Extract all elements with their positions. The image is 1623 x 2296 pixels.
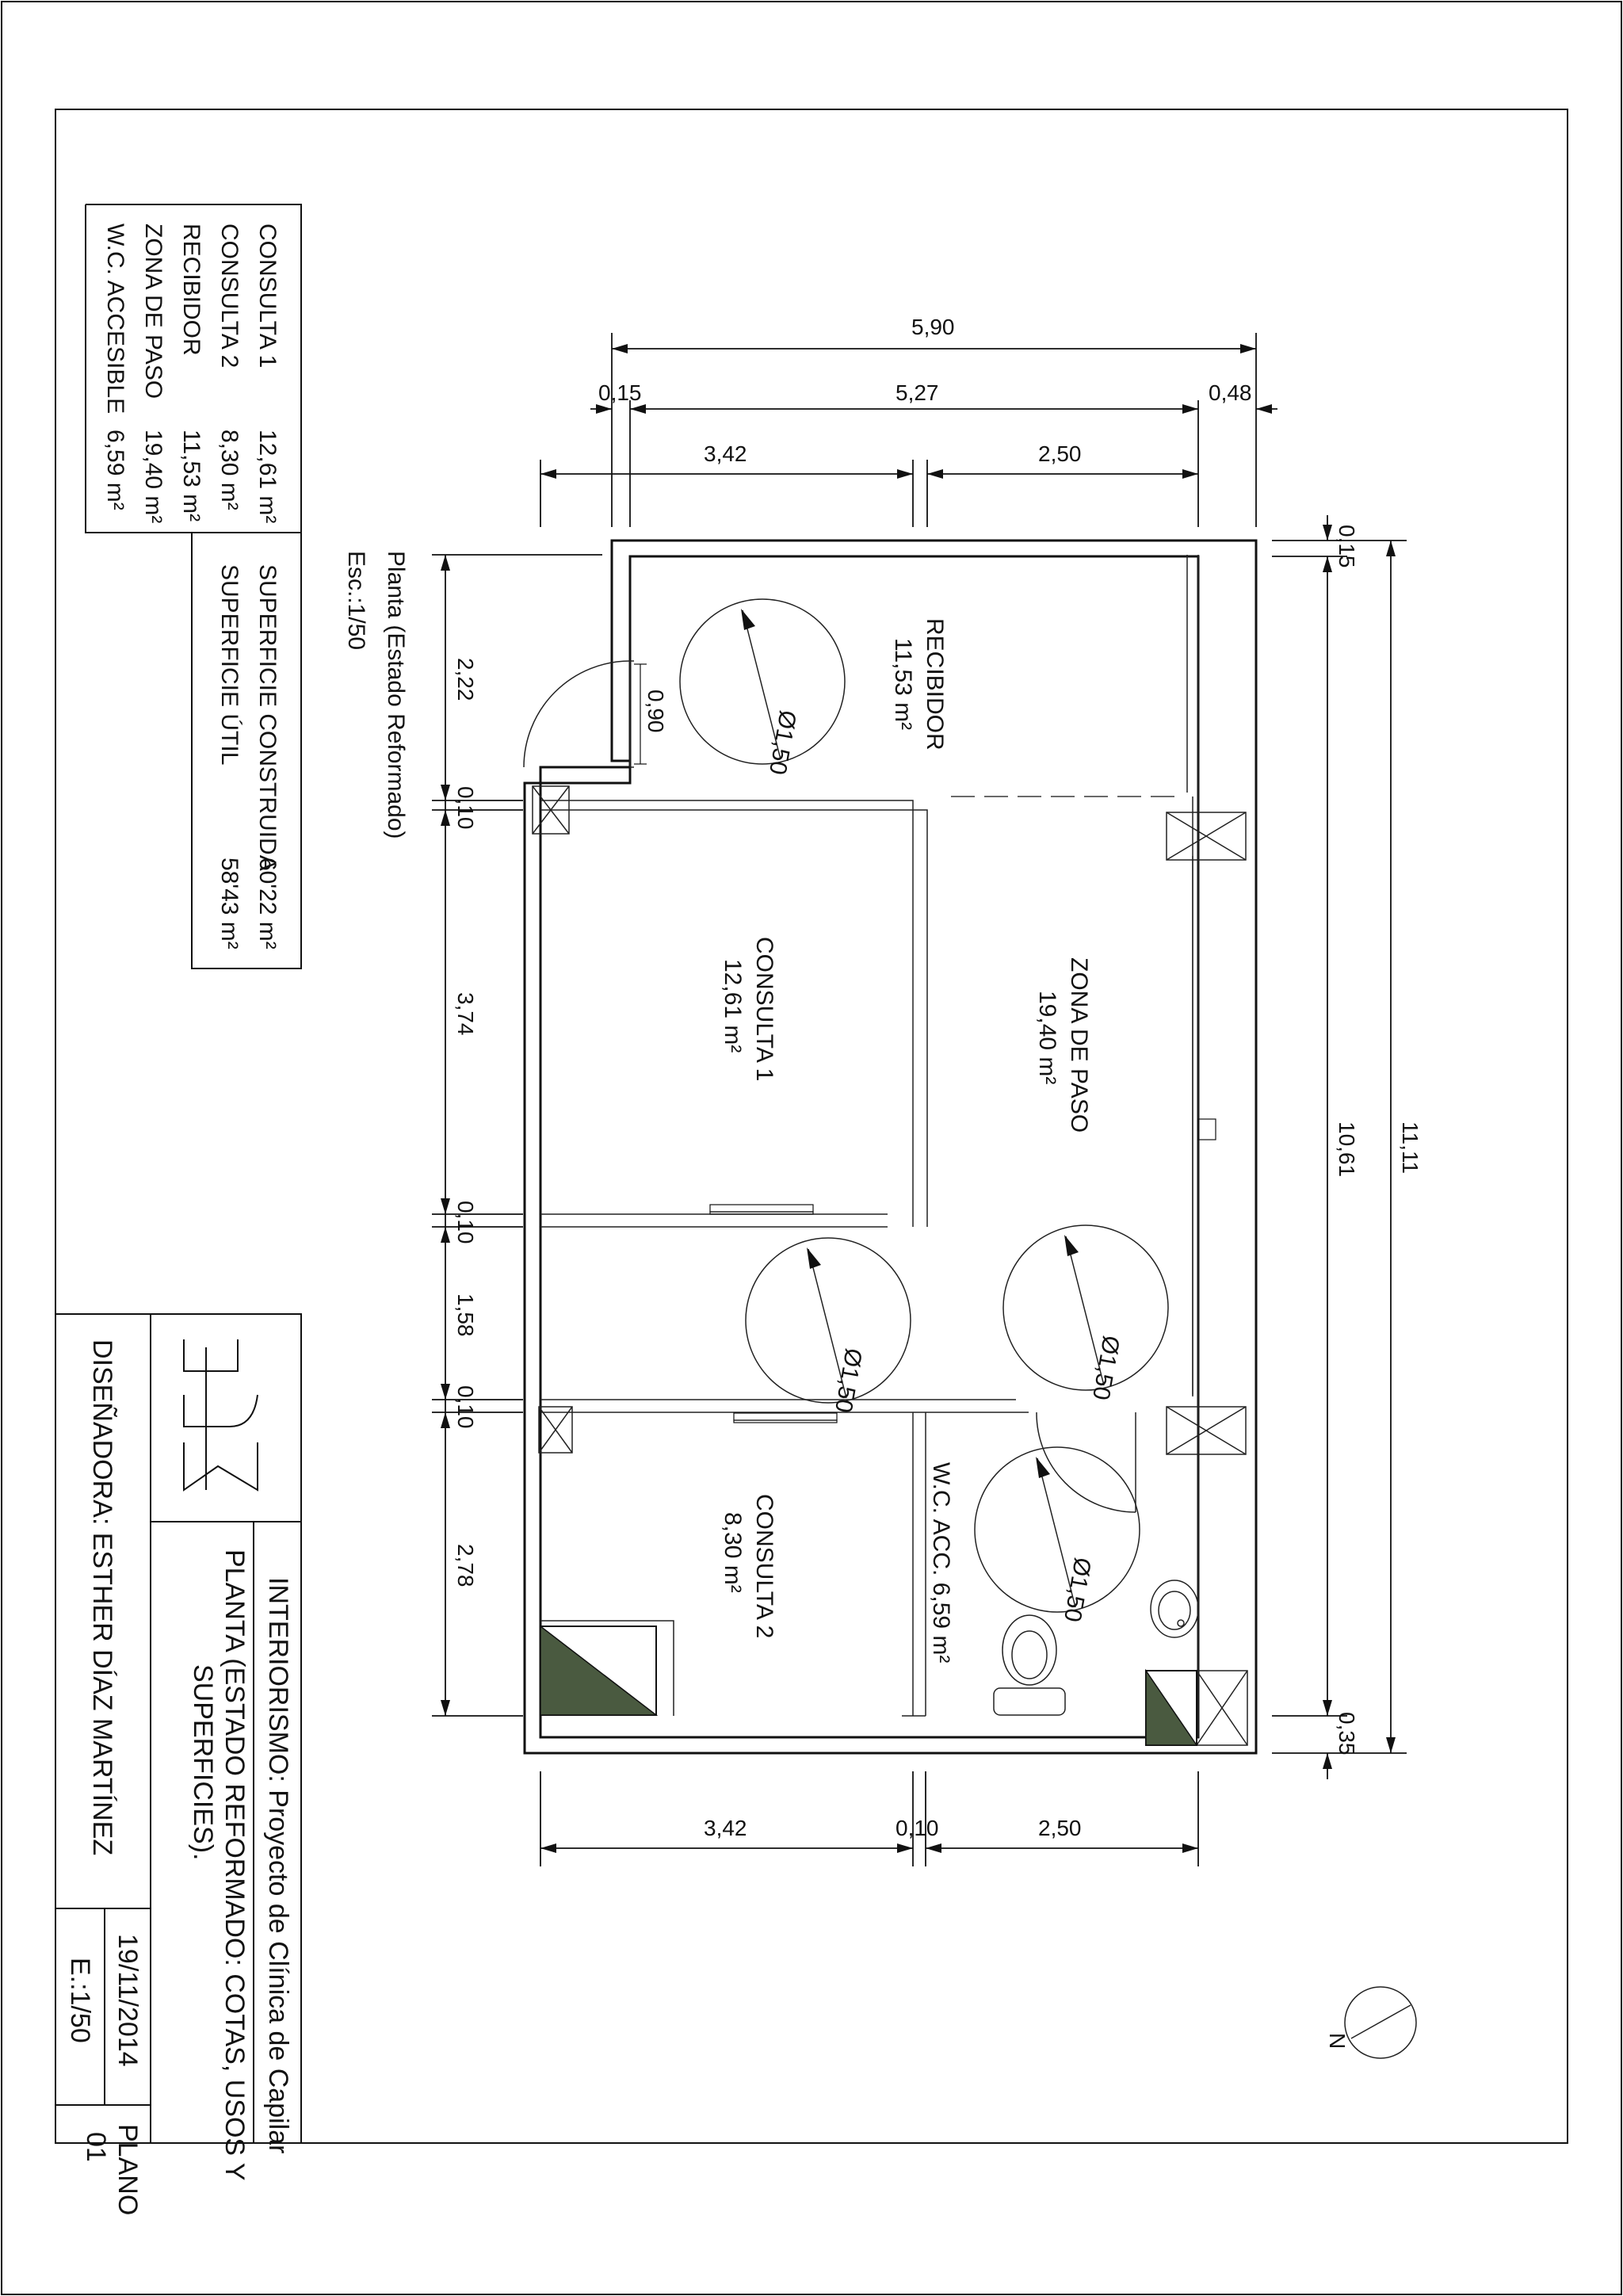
dim-top-inner: 2,50 — [1038, 441, 1082, 466]
dim-bottom-inner: 2,50 — [1038, 1816, 1082, 1840]
dim-top-segment: 5,27 — [896, 380, 939, 405]
area-row-name: RECIBIDOR — [178, 223, 204, 356]
circle-diameter-label: Ø1,50 — [763, 708, 801, 777]
project-title: INTERIORISMO: Proyecto de Clínica de Capilar — [263, 1577, 293, 2154]
area-row-value: 6,59 m² — [102, 430, 128, 510]
top-dimension-arrows — [540, 344, 1272, 479]
dim-right-end: 0,35 — [1335, 1712, 1359, 1755]
dim-top-segment: 0,15 — [598, 380, 642, 405]
room-name-consulta1: CONSULTA 1 — [751, 937, 777, 1082]
designer-logo — [184, 1339, 258, 1490]
circle-diameter-label: Ø1,50 — [829, 1346, 867, 1415]
door-width-label: 0,90 — [643, 690, 668, 733]
bottom-dimensions — [540, 1771, 1198, 1866]
title-block — [55, 1314, 301, 2215]
dim-left: 0,10 — [453, 786, 478, 830]
turning-circle — [746, 1238, 911, 1415]
interior-partitions — [540, 555, 1198, 1737]
dim-top-inner: 3,42 — [704, 441, 747, 466]
wc-door — [1037, 1412, 1136, 1512]
sink-icon — [1151, 1580, 1198, 1637]
areas-table — [86, 204, 301, 968]
north-label: N — [1325, 2033, 1350, 2050]
area-row-value: 8,30 m² — [216, 430, 242, 510]
room-name-zona-paso: ZONA DE PASO — [1066, 957, 1092, 1133]
plan-description-line2: SUPERFICIES). — [188, 1664, 218, 1861]
room-name-wc: W.C. ACC. 6,59 m² — [928, 1462, 954, 1664]
turning-circle — [1003, 1225, 1168, 1402]
area-row-name: CONSULTA 1 — [254, 223, 281, 369]
plan-scale: E.:1/50 — [65, 1958, 95, 2043]
area-row-value: 19,40 m² — [140, 430, 166, 524]
dim-top-overall: 5,90 — [911, 315, 955, 339]
dim-left: 3,74 — [453, 992, 478, 1036]
toilet-icon — [994, 1615, 1065, 1715]
plan-description-line1: PLANTA (ESTADO REFORMADO: COTAS, USOS Y — [220, 1549, 250, 2181]
dim-left: 2,22 — [453, 658, 478, 701]
dim-bottom-inner: 0,10 — [896, 1816, 939, 1840]
summary-value: 58'43 m² — [216, 858, 242, 949]
dim-right-overall: 11,11 — [1398, 1121, 1423, 1174]
room-area-recibidor: 11,53 m² — [890, 638, 916, 731]
room-name-recibidor: RECIBIDOR — [922, 618, 948, 751]
sliding-door-consulta1 — [710, 1205, 813, 1214]
area-row-name: CONSULTA 2 — [216, 223, 242, 369]
dim-top-segment: 0,48 — [1209, 380, 1252, 405]
circle-diameter-label: Ø1,50 — [1086, 1333, 1125, 1403]
summary-name: SUPERFICIE ÚTIL — [216, 564, 242, 766]
turning-circle — [680, 599, 845, 777]
room-name-consulta2: CONSULTA 2 — [751, 1494, 777, 1639]
area-row-value: 12,61 m² — [254, 430, 281, 524]
plan-scale-label: Esc.:1/50 — [343, 551, 369, 651]
dim-left: 0,10 — [453, 1201, 478, 1244]
dim-left: 0,10 — [453, 1385, 478, 1429]
dim-right-inner: 10,61 — [1335, 1121, 1359, 1178]
structural-pillar-icon — [1146, 1671, 1197, 1745]
dim-left: 1,58 — [453, 1293, 478, 1337]
circle-diameter-label: Ø1,50 — [1058, 1555, 1096, 1625]
sliding-door-consulta2 — [734, 1413, 837, 1423]
ventilation-shaft-icon — [539, 1407, 572, 1453]
room-area-consulta2: 8,30 m² — [720, 1512, 746, 1593]
plano-label: PLANO — [113, 2124, 143, 2216]
floor-plan — [524, 541, 1256, 1753]
area-row-value: 11,53 m² — [178, 430, 204, 522]
dim-right-end: 0,15 — [1335, 525, 1359, 568]
summary-name: SUPERFICIE CONSTRUIDA — [254, 564, 281, 871]
designer-name: DISEÑADORA: ESTHER DÍAZ MARTÍNEZ — [87, 1339, 117, 1856]
plan-title: Planta (Estado Reformado) — [383, 551, 409, 839]
area-row-name: W.C. ACCESIBLE — [102, 223, 128, 415]
north-arrow-icon — [1325, 1987, 1416, 2058]
summary-value: 60'22 m² — [254, 858, 281, 949]
left-dimensions — [432, 555, 602, 1716]
structural-pillar-icon — [540, 1626, 656, 1715]
plano-number: 01 — [81, 2132, 111, 2162]
room-area-consulta1: 12,61 m² — [720, 959, 746, 1053]
room-area-zona-paso: 19,40 m² — [1034, 991, 1060, 1085]
top-dimensions — [540, 333, 1277, 527]
dim-bottom-inner: 3,42 — [704, 1816, 747, 1840]
plan-date: 19/11/2014 — [113, 1934, 143, 2067]
dim-left: 2,78 — [453, 1544, 478, 1587]
area-row-name: ZONA DE PASO — [140, 223, 166, 399]
